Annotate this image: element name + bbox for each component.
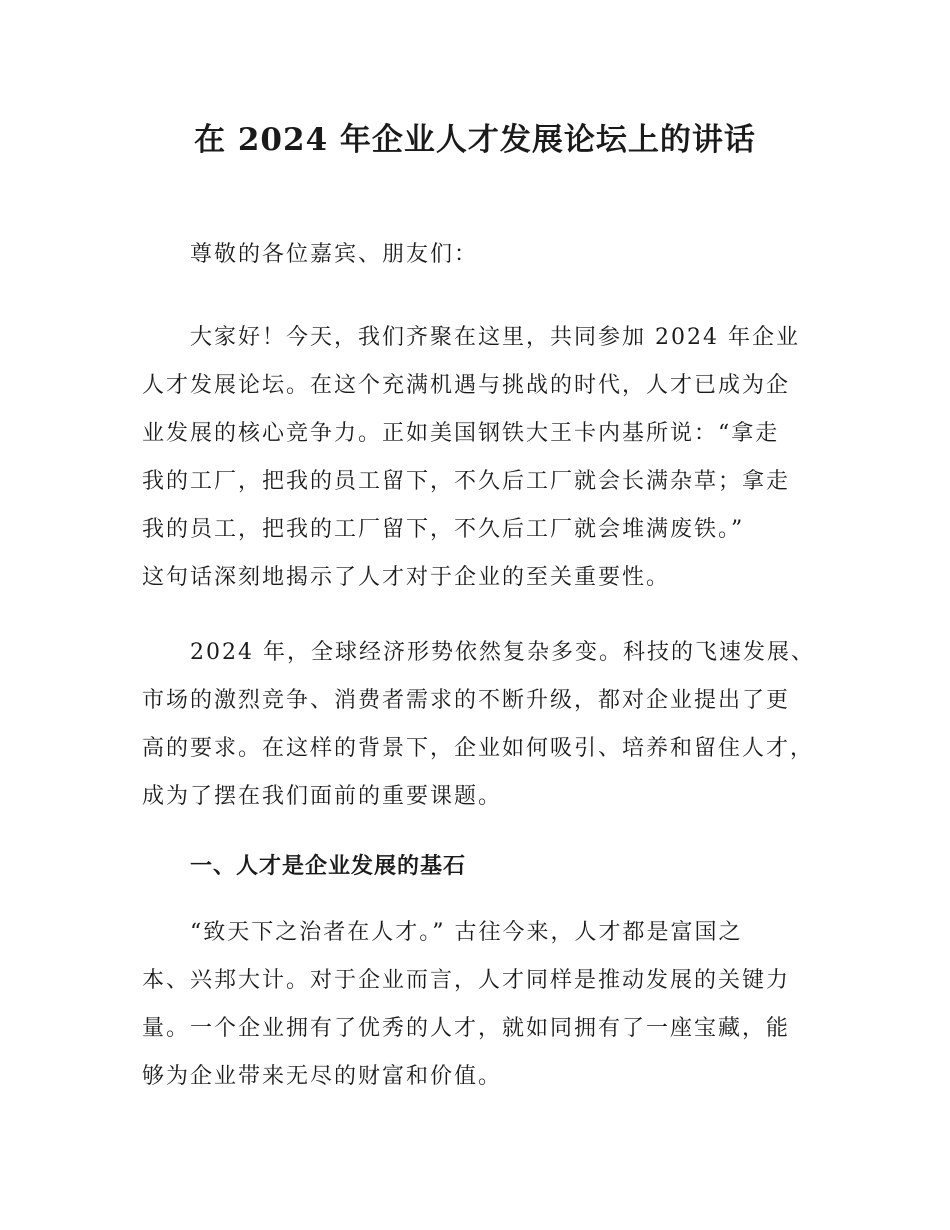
section-heading-text: 一、人才是企业发展的基石 [190,854,467,879]
paragraph-line: 业发展的核心竞争力。正如美国钢铁大王卡内基所说：“拿走 [142,421,780,446]
paragraph-3 [142,909,822,1101]
paragraph-line: 够为企业带来无尽的财富和价值。 [142,1064,503,1089]
greeting-line: 尊敬的各位嘉宾、朋友们： [190,242,479,267]
paragraph-line: 大家好！今天，我们齐聚在这里，共同参加 2024 年企业 [190,325,800,350]
paragraph-line: 我的员工，把我的工厂留下，不久后工厂就会堆满废铁。” [142,517,745,542]
paragraph-line: 我的工厂，把我的员工留下，不久后工厂就会长满杂草；拿走 [142,469,791,494]
document-title: 在 2024 年企业人才发展论坛上的讲话 [194,122,756,158]
paragraph-line: 成为了摆在我们面前的重要课题。 [142,784,503,809]
section-heading-1 [142,843,822,891]
paragraph-line: 高的要求。在这样的背景下，企业如何吸引、培养和留住人才， [142,736,815,761]
paragraph-line: 人才发展论坛。在这个充满机遇与挑战的时代，人才已成为企 [142,373,791,398]
paragraph-2 [142,629,822,821]
paragraph-line: 这句话深刻地揭示了人才对于企业的至关重要性。 [142,565,671,590]
greeting [142,231,822,279]
paragraph-line: 2024 年，全球经济形势依然复杂多变。科技的飞速发展、 [190,640,815,665]
paragraph-line: 本、兴邦大计。对于企业而言，人才同样是推动发展的关键力 [142,968,791,993]
paragraph-1 [142,314,822,602]
paragraph-line: “致天下之治者在人才。” 古往今来，人才都是富国之 [190,920,743,945]
paragraph-line: 市场的激烈竞争、消费者需求的不断升级，都对企业提出了更 [142,688,791,713]
paragraph-line: 量。一个企业拥有了优秀的人才，就如同拥有了一座宝藏，能 [142,1016,791,1041]
